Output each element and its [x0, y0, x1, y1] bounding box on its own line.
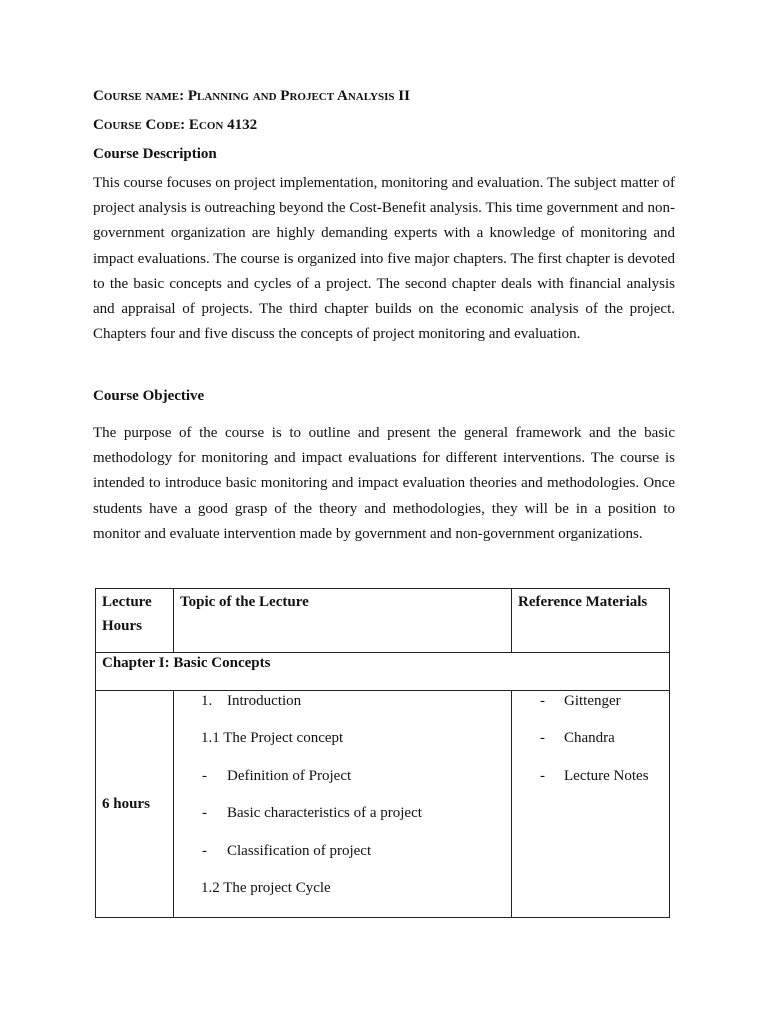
- references-list: [512, 691, 669, 805]
- list-marker: -: [202, 805, 207, 822]
- course-code-label: Course Code:: [93, 117, 186, 133]
- topic-text: Introduction: [227, 693, 302, 709]
- topic-text: Classification of project: [227, 842, 372, 859]
- list-item: [174, 768, 511, 805]
- table-header-row: [96, 589, 670, 653]
- course-objective-heading: Course Objective: [93, 388, 205, 404]
- list-marker: 1.: [201, 693, 213, 709]
- chapter-cell: [96, 653, 670, 691]
- reference-text: Chandra: [564, 730, 615, 747]
- header-lecture-hours: Lecture Hours: [102, 594, 152, 634]
- list-item: [174, 843, 511, 880]
- list-item: [174, 880, 511, 917]
- references-cell: [512, 691, 670, 918]
- table-row: [96, 691, 670, 918]
- list-marker: -: [202, 767, 207, 784]
- course-name-line: [93, 88, 410, 105]
- course-code-value: Econ 4132: [188, 117, 258, 133]
- course-outline-table: [95, 588, 670, 918]
- reference-text: Lecture Notes: [564, 767, 649, 784]
- list-marker: -: [540, 730, 545, 747]
- header-lecture-hours-cell: [96, 589, 174, 653]
- list-marker: -: [540, 767, 545, 784]
- topic-text: 1.1 The Project concept: [201, 730, 344, 747]
- list-item: [174, 805, 511, 842]
- list-item: [174, 693, 511, 730]
- course-name-value: Planning and Project Analysis II: [187, 88, 410, 104]
- list-marker: -: [202, 842, 207, 859]
- topics-list: [174, 691, 511, 917]
- list-item: [512, 730, 669, 767]
- course-description-text: This course focuses on project implementation, monitoring and evaluation. The subject matter of project analysis is outreaching beyond the Cost-Benefit analysis. This time government and non- government organization are highly demanding experts with a knowledge of monitoring and impact evaluations. The course is organized into five major chapters. The first chapter is devoted to the basic concepts and cycles of a project. The second chapter deals with financial analysis and appraisal of projects. The third chapter builds on the economic analysis of the project. Chapters four and five discuss the concepts of project monitoring and evaluation.: [93, 175, 675, 343]
- reference-text: Gittenger: [564, 693, 621, 709]
- course-code-line: [93, 117, 257, 134]
- lecture-hours-value: 6 hours: [102, 795, 150, 812]
- course-name-label: Course name:: [93, 88, 185, 104]
- topic-text: Basic characteristics of a project: [227, 805, 422, 822]
- chapter-row: [96, 653, 670, 691]
- header-topic: Topic of the Lecture: [180, 594, 309, 610]
- header-reference-cell: [512, 589, 670, 653]
- course-description-heading: Course Description: [93, 146, 217, 162]
- list-item: [512, 768, 669, 805]
- hours-cell: [96, 691, 174, 918]
- list-marker: -: [540, 693, 545, 709]
- header-reference: Reference Materials: [518, 594, 648, 610]
- topic-text: Definition of Project: [227, 767, 352, 784]
- topic-text: 1.2 The project Cycle: [201, 879, 331, 896]
- course-objective-text: The purpose of the course is to outline and present the general framework and the basic methodology for monitoring and impact evaluations for different interventions. The course is intended to introduce basic monitoring and impact evaluation theories and methodologies. Once students have a good grasp of the theory and methodologies, they will be in a position to monitor and evaluate intervention made by government and non-government organizations.: [93, 425, 675, 542]
- chapter-title: Chapter I: Basic Concepts: [102, 655, 271, 671]
- list-item: [174, 730, 511, 767]
- topics-cell: [174, 691, 512, 918]
- header-topic-cell: [174, 589, 512, 653]
- list-item: [512, 693, 669, 730]
